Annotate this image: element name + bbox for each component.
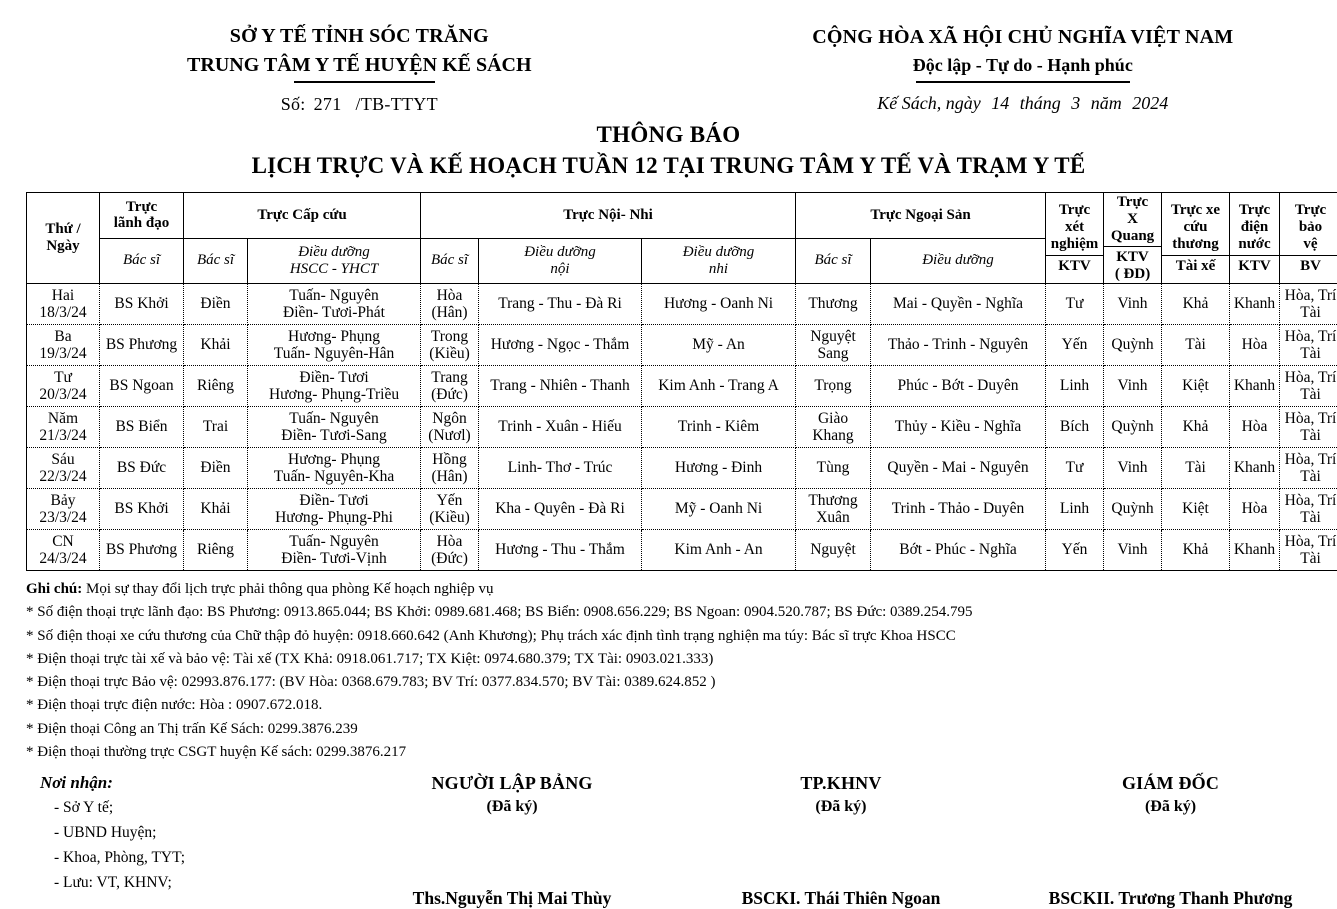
cell-xray: Vinh [1104, 284, 1162, 325]
cell-ambulance: Kiệt [1162, 366, 1230, 407]
th-er-doctor: Bác sĩ [184, 238, 248, 284]
th-lab-sub: KTV [1046, 255, 1103, 275]
th-leader-group [100, 193, 184, 238]
recipient-item: - Khoa, Phòng, TYT; [54, 845, 348, 870]
th-security [1280, 193, 1337, 284]
recipients-title: Nơi nhận: [40, 773, 348, 793]
note-line: * Điện thoại trực Bảo vệ: 02993.876.177: (BV Hòa: 0368.679.783; BV Trí: 0377.834.570; BV Tài: 0389.624.852 ) [26, 671, 1311, 694]
cell-internal-doctor: Trong (Kiều) [421, 325, 479, 366]
recipient-item: - Lưu: VT, KHNV; [54, 870, 348, 895]
th-xray [1104, 193, 1162, 284]
year-label: năm [1088, 93, 1125, 113]
cell-internal-doctor: Hồng (Hân) [421, 448, 479, 489]
cell-ambulance: Kiệt [1162, 489, 1230, 530]
th-day-line1: Thứ / [45, 221, 80, 237]
cell-internal-nurse: Kha - Quyên - Đà Ri [479, 489, 642, 530]
recipient-item: - Sở Y tế; [54, 795, 348, 820]
cell-day: Năm 21/3/24 [27, 407, 100, 448]
th-internal-nurse-line1: Điều dưỡng [524, 244, 596, 260]
national-title: CỘNG HÒA XÃ HỘI CHỦ NGHĨA VIỆT NAM [709, 22, 1337, 52]
th-er-nurse-line2: HSCC - YHCT [290, 261, 378, 277]
note-line: * Điện thoại thường trực CSGT huyện Kế sách: 0299.3876.217 [26, 741, 1311, 764]
cell-ob-nurse: Mai - Quyền - Nghĩa [871, 284, 1046, 325]
th-lab-line2: xét [1065, 219, 1084, 235]
th-lab [1046, 193, 1104, 284]
table-row [27, 366, 1337, 407]
cell-internal-doctor: Hòa (Hân) [421, 284, 479, 325]
cell-er-nurse: Hương- Phụng Tuấn- Nguyên-Hân [248, 325, 421, 366]
th-xray-sub [1104, 246, 1161, 283]
note-line: * Điện thoại trực điện nước: Hòa : 0907.672.018. [26, 694, 1311, 717]
th-utility-line3: nước [1238, 236, 1270, 252]
cell-xray: Vinh [1104, 366, 1162, 407]
th-utility-sub: KTV [1230, 255, 1279, 275]
cell-day: Tư 20/3/24 [27, 366, 100, 407]
cell-ob-nurse: Bớt - Phúc - Nghĩa [871, 530, 1046, 571]
table-row [27, 407, 1337, 448]
cell-security: Hòa, Trí Tài [1280, 407, 1337, 448]
cell-utility: Khanh [1230, 366, 1280, 407]
th-day [27, 193, 100, 284]
cell-internal-nurse: Linh- Thơ - Trúc [479, 448, 642, 489]
cell-internal-nurse: Trang - Thu - Đà Ri [479, 284, 642, 325]
cell-lab: Tư [1046, 284, 1104, 325]
director-signed: (Đã ký) [1005, 798, 1335, 816]
cell-ob-doctor: Nguyệt [796, 530, 871, 571]
cell-security: Hòa, Trí Tài [1280, 366, 1337, 407]
notes-section [26, 578, 1311, 764]
document-number-suffix: /TB-TTYT [356, 94, 438, 114]
th-internal-doctor: Bác sĩ [421, 238, 479, 284]
th-xray-sub-line1: KTV [1116, 249, 1149, 265]
date-year: 2024 [1129, 93, 1171, 113]
cell-ob-doctor: Thương Xuân [796, 489, 871, 530]
cell-internal-doctor: Yến (Kiều) [421, 489, 479, 530]
cell-ob-doctor: Trọng [796, 366, 871, 407]
cell-xray: Vinh [1104, 448, 1162, 489]
cell-ambulance: Tài [1162, 325, 1230, 366]
th-peds-nurse-line2: nhi [709, 261, 728, 277]
khnv-role: TP.KHNV [677, 773, 1006, 794]
signature-block-preparer [348, 773, 677, 909]
th-xray-line1: Trực [1117, 194, 1148, 210]
notice-title: THÔNG BÁO [0, 119, 1337, 150]
cell-leader-doctor: BS Khởi [100, 489, 184, 530]
th-surgery-ob-group: Trực Ngoại Sản [796, 193, 1046, 238]
cell-peds-nurse: Trinh - Kiêm [642, 407, 796, 448]
national-motto [907, 52, 1139, 79]
schedule-table-wrapper [26, 192, 1311, 571]
th-emergency-group: Trực Cấp cứu [184, 193, 421, 238]
th-xray-line3: Quang [1111, 228, 1154, 244]
th-lab-line1: Trực [1059, 202, 1090, 218]
province-health-department: SỞ Y TẾ TỈNH SÓC TRĂNG [10, 22, 709, 51]
table-row [27, 489, 1337, 530]
district-medical-center [187, 51, 532, 80]
cell-xray: Quỳnh [1104, 489, 1162, 530]
cell-security: Hòa, Trí Tài [1280, 489, 1337, 530]
district-medical-center-text: TRUNG TÂM Y TẾ HUYỆN KẾ SÁCH [187, 54, 532, 76]
place-label: Kế Sách, ngày [874, 93, 983, 113]
th-leader-line1: Trực [126, 199, 157, 215]
th-internal-peds-group: Trực Nội- Nhi [421, 193, 796, 238]
note-line: * Số điện thoại trực lãnh đạo: BS Phương: 0913.865.044; BS Khởi: 0989.681.468; BS Biển: 0908.656.229; BS Ngoan: 0904.520.787; BS Đức: 0389.254.795 [26, 601, 1311, 624]
th-utility-line2: điện [1241, 219, 1269, 235]
th-security-line1: Trực [1295, 202, 1326, 218]
cell-ob-nurse: Quyền - Mai - Nguyên [871, 448, 1046, 489]
cell-er-doctor: Điền [184, 284, 248, 325]
duty-schedule-table [26, 192, 1337, 571]
cell-utility: Hòa [1230, 489, 1280, 530]
recipient-item: - UBND Huyện; [54, 820, 348, 845]
th-er-nurse-line1: Điều dưỡng [298, 244, 370, 260]
director-role: GIÁM ĐỐC [1005, 773, 1335, 794]
th-peds-nurse [642, 238, 796, 284]
document-title-block [0, 119, 1337, 181]
cell-day: Sáu 22/3/24 [27, 448, 100, 489]
note-line: * Điện thoại Công an Thị trấn Kế Sách: 0299.3876.239 [26, 718, 1311, 741]
national-heading-block [709, 22, 1337, 115]
cell-ob-doctor: Thương [796, 284, 871, 325]
cell-ob-nurse: Thủy - Kiều - Nghĩa [871, 407, 1046, 448]
cell-leader-doctor: BS Phương [100, 325, 184, 366]
cell-day: Hai 18/3/24 [27, 284, 100, 325]
header-underline-right [916, 81, 1129, 83]
cell-lab: Bích [1046, 407, 1104, 448]
cell-lab: Tư [1046, 448, 1104, 489]
table-body [27, 284, 1337, 571]
cell-security: Hòa, Trí Tài [1280, 448, 1337, 489]
cell-internal-doctor: Trang (Đức) [421, 366, 479, 407]
cell-leader-doctor: BS Phương [100, 530, 184, 571]
cell-day: CN 24/3/24 [27, 530, 100, 571]
cell-er-nurse: Tuấn- Nguyên Điền- Tươi-Sang [248, 407, 421, 448]
th-er-nurse [248, 238, 421, 284]
cell-er-doctor: Riêng [184, 530, 248, 571]
cell-lab: Linh [1046, 489, 1104, 530]
cell-lab: Yến [1046, 325, 1104, 366]
cell-er-doctor: Khải [184, 325, 248, 366]
th-security-line2: bảo [1299, 219, 1322, 235]
notes-lines-container [26, 601, 1311, 764]
cell-internal-nurse: Trinh - Xuân - Hiếu [479, 407, 642, 448]
th-ambulance-sub: Tài xế [1162, 255, 1229, 275]
place-and-date [709, 93, 1337, 114]
th-ob-doctor: Bác sĩ [796, 238, 871, 284]
cell-leader-doctor: BS Khởi [100, 284, 184, 325]
preparer-role: NGƯỜI LẬP BẢNG [348, 773, 677, 794]
cell-er-nurse: Hương- Phụng Tuấn- Nguyên-Kha [248, 448, 421, 489]
recipients-list [40, 795, 348, 895]
cell-ambulance: Khả [1162, 407, 1230, 448]
date-day: 14 [988, 93, 1012, 113]
document-number-label: Số: [281, 94, 306, 114]
cell-utility: Khanh [1230, 448, 1280, 489]
cell-xray: Quỳnh [1104, 325, 1162, 366]
th-internal-nurse-line2: nội [550, 261, 569, 277]
cell-er-doctor: Trai [184, 407, 248, 448]
th-leader-line2: lãnh đạo [114, 215, 169, 231]
cell-peds-nurse: Mỹ - Oanh Ni [642, 489, 796, 530]
cell-security: Hòa, Trí Tài [1280, 284, 1337, 325]
signature-block-director [1005, 773, 1335, 909]
th-ambulance-line3: thương [1172, 236, 1219, 252]
cell-ob-doctor: Tùng [796, 448, 871, 489]
th-utility [1230, 193, 1280, 284]
cell-peds-nurse: Hương - Đinh [642, 448, 796, 489]
preparer-signed: (Đã ký) [348, 798, 677, 816]
cell-lab: Yến [1046, 530, 1104, 571]
cell-lab: Linh [1046, 366, 1104, 407]
cell-ambulance: Khả [1162, 284, 1230, 325]
cell-utility: Khanh [1230, 530, 1280, 571]
director-name: BSCKII. Trương Thanh Phương [1005, 888, 1335, 909]
recipients-block [0, 773, 348, 909]
cell-er-nurse: Tuấn- Nguyên Điền- Tươi-Vịnh [248, 530, 421, 571]
table-head [27, 193, 1337, 284]
cell-er-doctor: Khải [184, 489, 248, 530]
cell-ob-nurse: Trinh - Thảo - Duyên [871, 489, 1046, 530]
cell-xray: Quỳnh [1104, 407, 1162, 448]
th-xray-line2: X [1127, 211, 1138, 227]
document-number-value: 271 [306, 94, 356, 114]
th-security-sub: BV [1280, 255, 1337, 275]
th-ob-nurse: Điều dưỡng [871, 238, 1046, 284]
date-month: 3 [1068, 93, 1083, 113]
table-row [27, 284, 1337, 325]
cell-internal-nurse: Hương - Ngọc - Thắm [479, 325, 642, 366]
th-internal-nurse [479, 238, 642, 284]
note-line: * Điện thoại trực tài xế và bảo vệ: Tài xế (TX Khả: 0918.061.717; TX Kiệt: 0974.680.379; TX Tài: 0903.021.333) [26, 648, 1311, 671]
cell-utility: Khanh [1230, 284, 1280, 325]
khnv-name: BSCKI. Thái Thiên Ngoan [677, 888, 1006, 909]
document-header [0, 0, 1337, 115]
signature-section [0, 773, 1337, 909]
cell-leader-doctor: BS Đức [100, 448, 184, 489]
cell-internal-nurse: Hương - Thu - Thắm [479, 530, 642, 571]
th-day-line2: Ngày [46, 238, 79, 254]
cell-security: Hòa, Trí Tài [1280, 530, 1337, 571]
cell-ob-doctor: Giào Khang [796, 407, 871, 448]
table-row [27, 530, 1337, 571]
table-row [27, 448, 1337, 489]
note-main-line [26, 578, 1311, 601]
table-header-row-group [27, 193, 1337, 238]
document-number-line [10, 94, 709, 115]
cell-utility: Hòa [1230, 325, 1280, 366]
khnv-signed: (Đã ký) [677, 798, 1006, 816]
cell-ob-nurse: Phúc - Bớt - Duyên [871, 366, 1046, 407]
cell-internal-doctor: Ngôn (Nươl) [421, 407, 479, 448]
th-xray-sub-line2: ( ĐD) [1115, 266, 1150, 282]
cell-er-nurse: Điền- Tươi Hương- Phụng-Triều [248, 366, 421, 407]
cell-day: Bảy 23/3/24 [27, 489, 100, 530]
cell-utility: Hòa [1230, 407, 1280, 448]
national-motto-text: Độc lập - Tự do - Hạnh phúc [913, 55, 1133, 75]
notice-subtitle: LỊCH TRỰC VÀ KẾ HOẠCH TUẦN 12 TẠI TRUNG TÂM Y TẾ VÀ TRẠM Y TẾ [0, 150, 1337, 181]
th-lab-line3: nghiệm [1051, 236, 1099, 252]
cell-er-nurse: Tuấn- Nguyên Điền- Tươi-Phát [248, 284, 421, 325]
cell-peds-nurse: Hương - Oanh Ni [642, 284, 796, 325]
header-underline-left [294, 81, 435, 83]
preparer-name: Ths.Nguyễn Thị Mai Thùy [348, 888, 677, 909]
cell-ob-nurse: Thảo - Trinh - Nguyên [871, 325, 1046, 366]
cell-day: Ba 19/3/24 [27, 325, 100, 366]
note-line: * Số điện thoại xe cứu thương của Chữ thập đỏ huyện: 0918.660.642 (Anh Khương); Phụ trách xác định tình trạng nghiện ma túy: Bác sĩ trực Khoa HSCC [26, 625, 1311, 648]
notes-label: Ghi chú: [26, 581, 82, 597]
cell-peds-nurse: Mỹ - An [642, 325, 796, 366]
th-ambulance [1162, 193, 1230, 284]
cell-ambulance: Tài [1162, 448, 1230, 489]
cell-er-doctor: Điền [184, 448, 248, 489]
th-leader-doctor: Bác sĩ [100, 238, 184, 284]
table-row [27, 325, 1337, 366]
cell-leader-doctor: BS Ngoan [100, 366, 184, 407]
cell-er-nurse: Điền- Tươi Hương- Phụng-Phi [248, 489, 421, 530]
notes-main-text: Mọi sự thay đổi lịch trực phải thông qua phòng Kế hoạch nghiệp vụ [86, 581, 493, 597]
th-utility-line1: Trực [1239, 202, 1270, 218]
signature-block-khnv [677, 773, 1006, 909]
th-ambulance-line1: Trực xe [1171, 202, 1220, 218]
month-label: tháng [1017, 93, 1064, 113]
cell-security: Hòa, Trí Tài [1280, 325, 1337, 366]
th-ambulance-line2: cứu [1184, 219, 1208, 235]
th-peds-nurse-line1: Điều dưỡng [683, 244, 755, 260]
cell-ambulance: Khả [1162, 530, 1230, 571]
cell-internal-doctor: Hòa (Đức) [421, 530, 479, 571]
cell-internal-nurse: Trang - Nhiên - Thanh [479, 366, 642, 407]
issuing-authority-block [0, 22, 709, 115]
cell-peds-nurse: Kim Anh - Trang A [642, 366, 796, 407]
cell-leader-doctor: BS Biển [100, 407, 184, 448]
th-security-line3: vệ [1303, 236, 1317, 252]
cell-ob-doctor: Nguyệt Sang [796, 325, 871, 366]
cell-xray: Vinh [1104, 530, 1162, 571]
cell-peds-nurse: Kim Anh - An [642, 530, 796, 571]
cell-er-doctor: Riêng [184, 366, 248, 407]
